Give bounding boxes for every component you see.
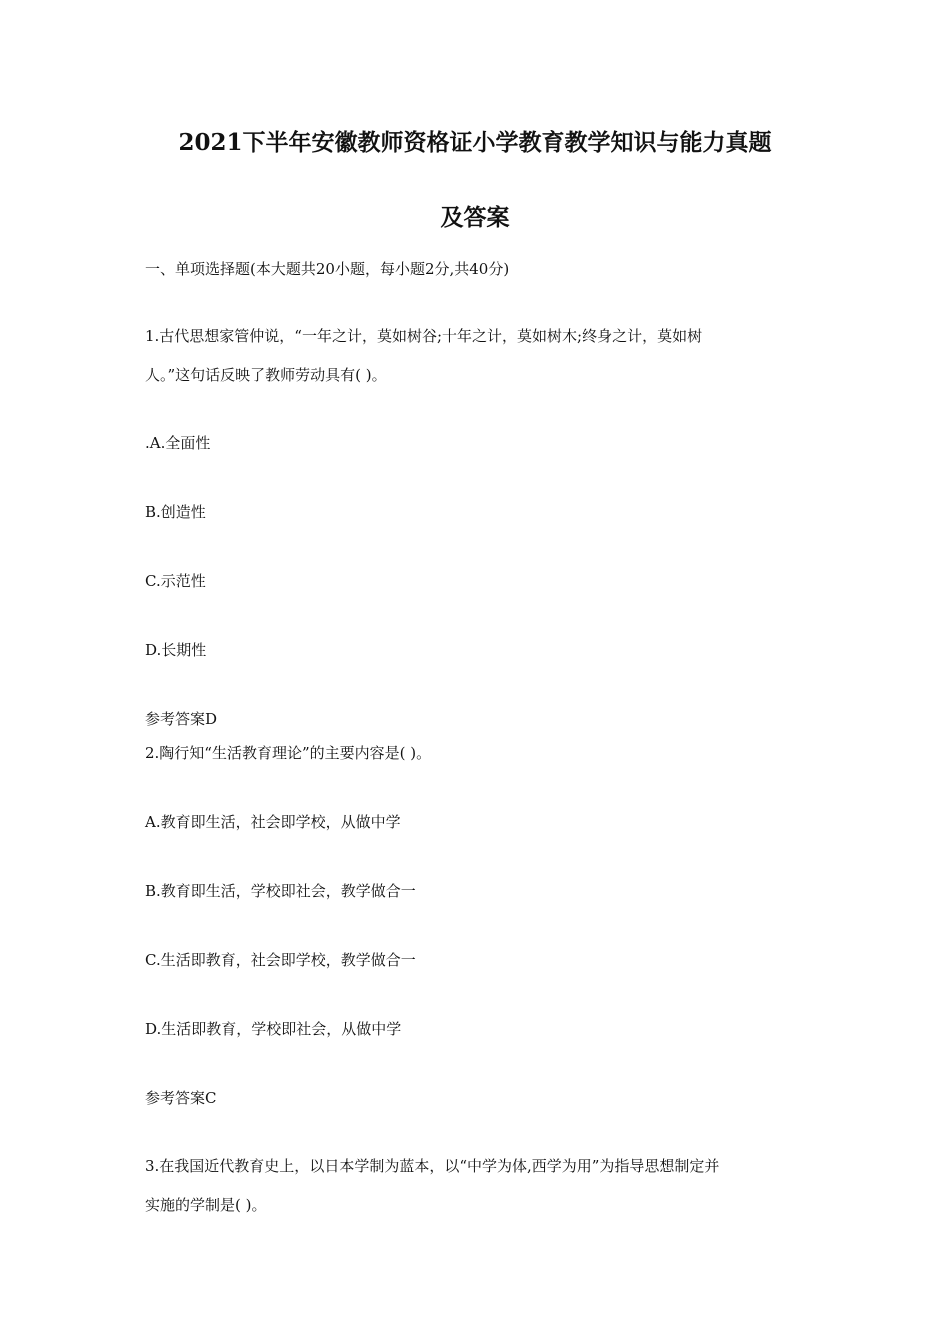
question-2-option-b: B.教育即生活，学校即社会，教学做合一 [145,882,416,900]
question-2-option-c: C.生活即教育，社会即学校，教学做合一 [145,951,416,969]
question-2-option-a: A.教育即生活，社会即学校，从做中学 [145,813,401,831]
question-2-stem-line1: 2.陶行知“生活教育理论”的主要内容是( )。 [145,744,432,762]
section-heading: 一、单项选择题(本大题共20小题，每小题2分,共40分) [145,260,510,278]
question-1-option-b: B.创造性 [145,503,206,521]
question-1-answer: 参考答案D [145,710,218,728]
question-1-option-d: D.长期性 [145,641,207,659]
question-3-stem-line2: 实施的学制是( )。 [145,1196,267,1214]
document-title-line2: 及答案 [440,204,510,231]
document-title-line1: 2021下半年安徽教师资格证小学教育教学知识与能力真题 [178,129,772,156]
question-1-option-c: C.示范性 [145,572,206,590]
question-1-stem-line2: 人。”这句话反映了教师劳动具有( )。 [145,366,387,384]
question-2-option-d: D.生活即教育，学校即社会，从做中学 [145,1020,402,1038]
question-2-answer: 参考答案C [145,1089,217,1107]
question-1-stem-line1: 1.古代思想家管仲说，“一年之计，莫如树谷;十年之计，莫如树木;终身之计，莫如树 [145,327,703,345]
question-3-stem-line1: 3.在我国近代教育史上，以日本学制为蓝本，以“中学为体,西学为用”为指导思想制定并 [145,1157,720,1175]
question-1-option-a: .A.全面性 [145,434,211,452]
